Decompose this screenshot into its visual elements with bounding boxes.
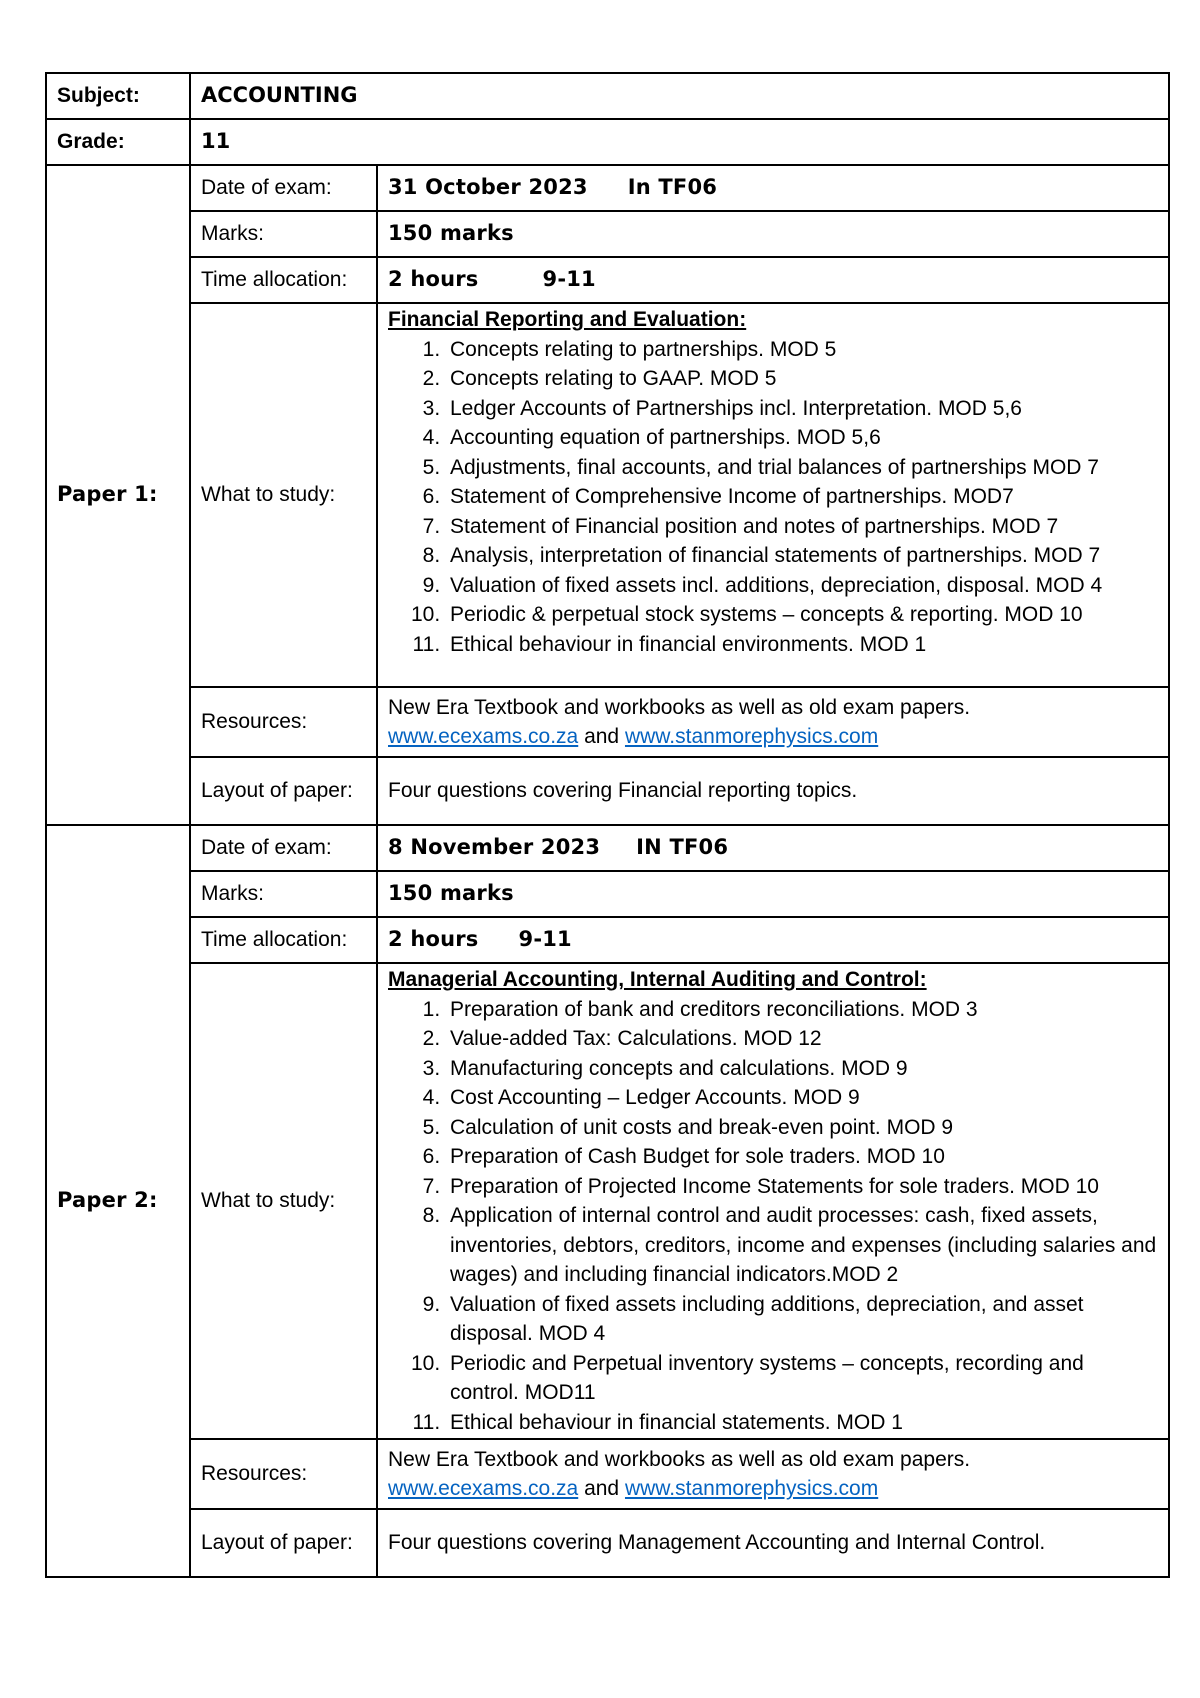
paper2-study-list xyxy=(388,995,1158,1438)
subject-value: ACCOUNTING xyxy=(190,73,1169,119)
exam-info-table xyxy=(45,72,1170,1578)
list-item: 2. Value-added Tax: Calculations. MOD 12 xyxy=(446,1024,1158,1054)
list-item: 9. Valuation of fixed assets incl. additions, depreciation, disposal. MOD 4 xyxy=(446,571,1158,601)
paper1-date-value: 31 October 2023 xyxy=(388,175,588,200)
subject-label: Subject: xyxy=(46,73,190,119)
paper2-date-value: 8 November 2023 xyxy=(388,835,601,860)
list-item: 2. Concepts relating to GAAP. MOD 5 xyxy=(446,364,1158,394)
list-item: 7. Preparation of Projected Income Statements for sole traders. MOD 10 xyxy=(446,1172,1158,1202)
grade-value: 11 xyxy=(190,119,1169,165)
paper1-venue: In TF06 xyxy=(627,175,718,200)
paper2-study-label: What to study: xyxy=(190,963,377,1439)
paper1-study-list xyxy=(388,335,1158,660)
paper1-study-heading: Financial Reporting and Evaluation: xyxy=(388,308,747,331)
ecexams-link[interactable]: www.ecexams.co.za xyxy=(388,1477,579,1500)
subject-row xyxy=(46,73,1169,119)
paper1-study-cell xyxy=(377,303,1169,687)
paper2-layout-row xyxy=(46,1509,1169,1577)
paper2-time-slot: 9-11 xyxy=(518,927,572,952)
stanmorephysics-link[interactable]: www.stanmorephysics.com xyxy=(624,1477,879,1500)
list-item: 11. Ethical behaviour in financial environments. MOD 1 xyxy=(446,630,1158,660)
paper1-resources-row xyxy=(46,687,1169,757)
list-item: 8. Application of internal control and audit processes: cash, fixed assets, inventories, debtors, creditors, income and expenses (including salaries and wages) and including financial indicators.MOD 2 xyxy=(446,1201,1158,1290)
paper1-time-slot: 9-11 xyxy=(542,267,596,292)
list-item: 9. Valuation of fixed assets including additions, depreciation, and asset disposal. MOD 4 xyxy=(446,1290,1158,1349)
paper2-resources-row xyxy=(46,1439,1169,1509)
paper2-marks-value: 150 marks xyxy=(377,871,1169,917)
paper1-title: Paper 1: xyxy=(46,165,190,825)
paper1-date-cell xyxy=(377,165,1169,211)
list-item: 5. Calculation of unit costs and break-even point. MOD 9 xyxy=(446,1113,1158,1143)
paper2-study-cell xyxy=(377,963,1169,1439)
paper1-resources-cell xyxy=(377,687,1169,757)
paper2-date-label: Date of exam: xyxy=(190,825,377,871)
paper1-layout-label: Layout of paper: xyxy=(190,757,377,825)
paper1-layout-value: Four questions covering Financial reporting topics. xyxy=(377,757,1169,825)
list-item: 1. Preparation of bank and creditors reconciliations. MOD 3 xyxy=(446,995,1158,1025)
list-item: 1. Concepts relating to partnerships. MOD 5 xyxy=(446,335,1158,365)
list-item: 8. Analysis, interpretation of financial statements of partnerships. MOD 7 xyxy=(446,541,1158,571)
paper2-resources-label: Resources: xyxy=(190,1439,377,1509)
paper2-study-row xyxy=(46,963,1169,1439)
paper2-marks-label: Marks: xyxy=(190,871,377,917)
paper1-marks-label: Marks: xyxy=(190,211,377,257)
paper1-layout-row xyxy=(46,757,1169,825)
paper2-layout-value: Four questions covering Management Accounting and Internal Control. xyxy=(377,1509,1169,1577)
paper1-time-value: 2 hours xyxy=(388,267,479,292)
stanmorephysics-link[interactable]: www.stanmorephysics.com xyxy=(624,725,879,748)
paper2-marks-row xyxy=(46,871,1169,917)
list-item: 6. Statement of Comprehensive Income of partnerships. MOD7 xyxy=(446,482,1158,512)
paper2-resources-cell xyxy=(377,1439,1169,1509)
paper2-study-heading: Managerial Accounting, Internal Auditing and Control: xyxy=(388,968,927,991)
list-item: 7. Statement of Financial position and notes of partnerships. MOD 7 xyxy=(446,512,1158,542)
paper2-resources-text: New Era Textbook and workbooks as well as old exam papers. xyxy=(388,1447,971,1471)
list-item: 10. Periodic & perpetual stock systems – concepts & reporting. MOD 10 xyxy=(446,600,1158,630)
paper2-date-row xyxy=(46,825,1169,871)
grade-row xyxy=(46,119,1169,165)
paper1-study-row xyxy=(46,303,1169,687)
paper1-resources-label: Resources: xyxy=(190,687,377,757)
paper1-time-cell xyxy=(377,257,1169,303)
paper2-time-row xyxy=(46,917,1169,963)
paper1-resources-text: New Era Textbook and workbooks as well as old exam papers. xyxy=(388,695,971,719)
paper1-links xyxy=(388,722,1158,752)
grade-label: Grade: xyxy=(46,119,190,165)
ecexams-link[interactable]: www.ecexams.co.za xyxy=(388,725,579,748)
paper1-study-label: What to study: xyxy=(190,303,377,687)
paper2-layout-label: Layout of paper: xyxy=(190,1509,377,1577)
link-joiner: and xyxy=(584,1477,620,1500)
paper1-marks-row xyxy=(46,211,1169,257)
paper2-venue: IN TF06 xyxy=(636,835,729,860)
list-item: 10. Periodic and Perpetual inventory systems – concepts, recording and control. MOD11 xyxy=(446,1349,1158,1408)
paper2-links xyxy=(388,1474,1158,1504)
list-item: 3. Manufacturing concepts and calculations. MOD 9 xyxy=(446,1054,1158,1084)
paper1-time-label: Time allocation: xyxy=(190,257,377,303)
list-item: 11. Ethical behaviour in financial statements. MOD 1 xyxy=(446,1408,1158,1438)
paper1-time-row xyxy=(46,257,1169,303)
paper2-title: Paper 2: xyxy=(46,825,190,1577)
list-item: 6. Preparation of Cash Budget for sole traders. MOD 10 xyxy=(446,1142,1158,1172)
paper2-date-cell xyxy=(377,825,1169,871)
paper1-date-row xyxy=(46,165,1169,211)
paper2-time-value: 2 hours xyxy=(388,927,479,952)
list-item: 3. Ledger Accounts of Partnerships incl. Interpretation. MOD 5,6 xyxy=(446,394,1158,424)
paper2-time-label: Time allocation: xyxy=(190,917,377,963)
paper1-date-label: Date of exam: xyxy=(190,165,377,211)
paper2-time-cell xyxy=(377,917,1169,963)
link-joiner: and xyxy=(584,725,620,748)
list-item: 4. Accounting equation of partnerships. MOD 5,6 xyxy=(446,423,1158,453)
list-item: 4. Cost Accounting – Ledger Accounts. MOD 9 xyxy=(446,1083,1158,1113)
paper1-marks-value: 150 marks xyxy=(377,211,1169,257)
list-item: 5. Adjustments, final accounts, and trial balances of partnerships MOD 7 xyxy=(446,453,1158,483)
